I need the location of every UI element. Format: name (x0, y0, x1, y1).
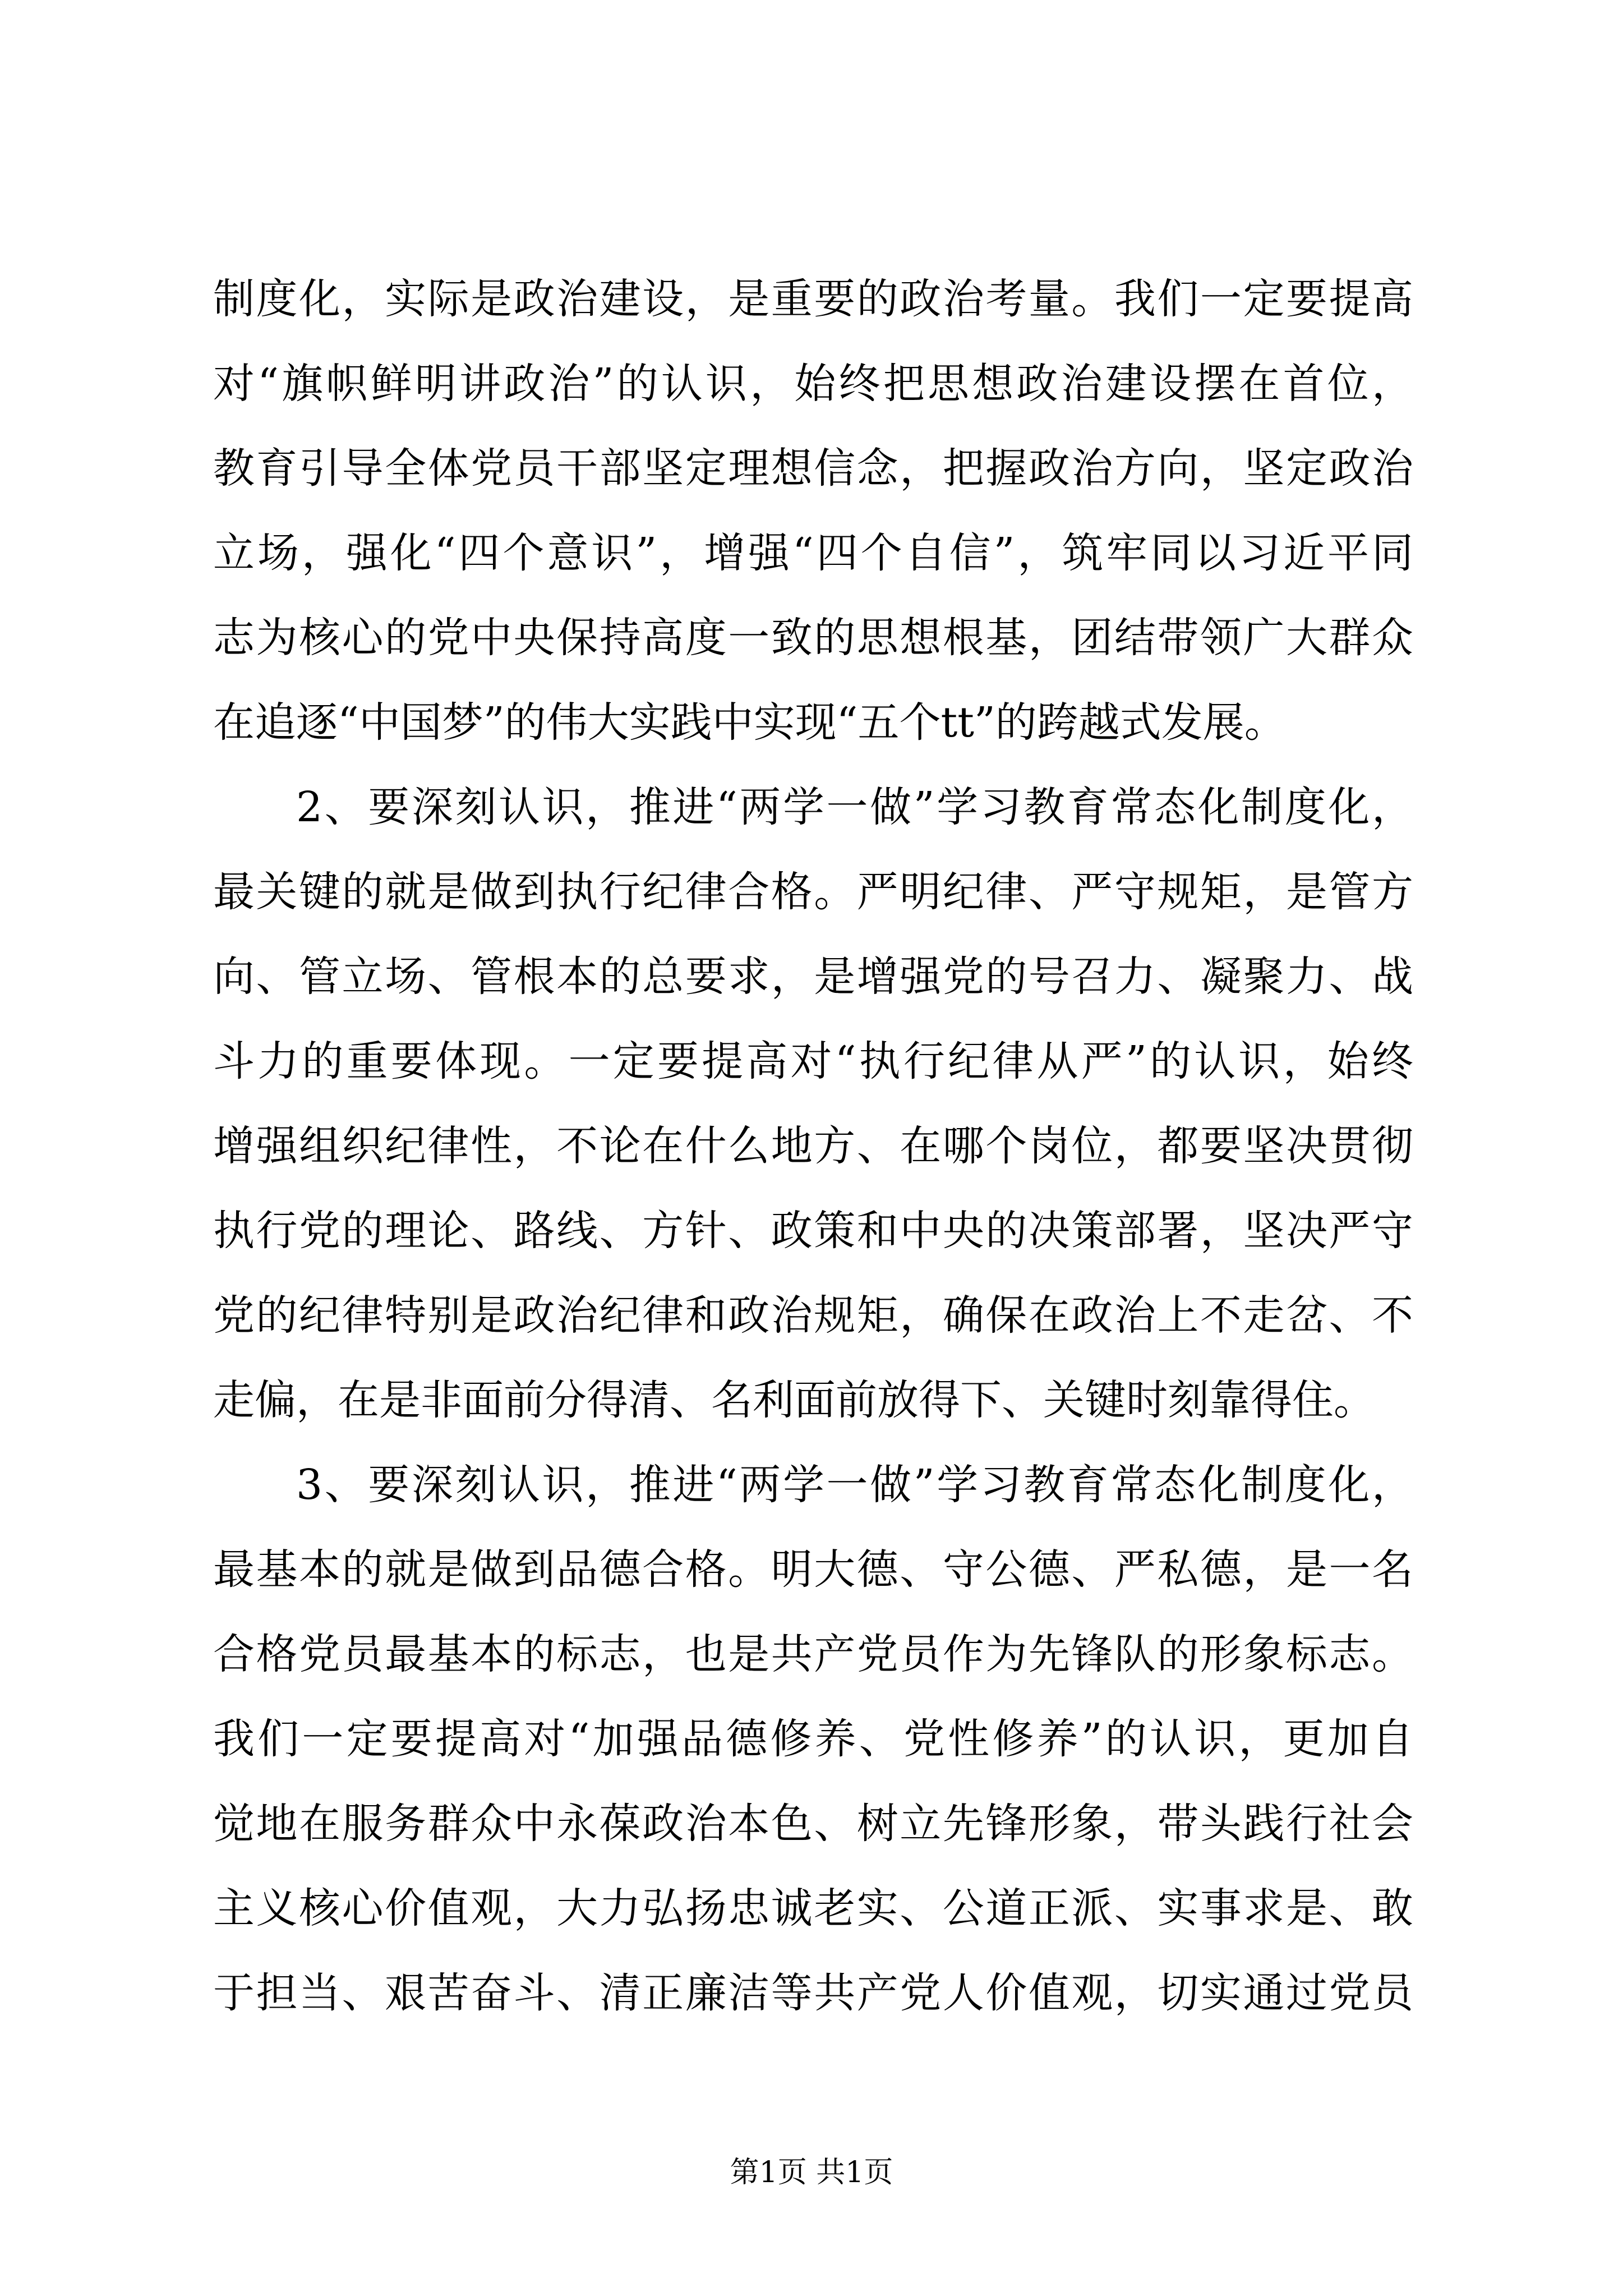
page-footer (0, 2153, 1623, 2192)
paragraph-3-line-5: 觉地在服务群众中永葆政治本色、树立先锋形象，带头践行社会 (213, 1800, 1413, 1848)
paragraph-2-line-6: 执行党的理论、路线、方针、政策和中央的决策部署，坚决严守 (213, 1207, 1413, 1255)
paragraph-2-line-4: 斗力的重要体现。一定要提高对“执行纪律从严”的认识，始终 (213, 1037, 1413, 1085)
paragraph-3-line-6: 主义核心价值观，大力弘扬忠诚老实、公道正派、实事求是、敢 (213, 1884, 1413, 1932)
paragraph-3-line-4: 我们一定要提高对“加强品德修养、党性修养”的认识，更加自 (213, 1715, 1413, 1763)
paragraph-3-line-1: 3、要深刻认识，推进“两学一做”学习教育常态化制度化， (296, 1461, 1413, 1509)
paragraph-1-line-4: 立场，强化“四个意识”，增强“四个自信”，筑牢同以习近平同 (213, 529, 1413, 577)
paragraph-2-line-1: 2、要深刻认识，推进“两学一做”学习教育常态化制度化， (296, 783, 1413, 831)
paragraph-2-line-5: 增强组织纪律性，不论在什么地方、在哪个岗位，都要坚决贯彻 (213, 1122, 1413, 1170)
paragraph-3-line-3: 合格党员最基本的标志，也是共产党员作为先锋队的形象标志。 (213, 1630, 1413, 1678)
paragraph-2-line-3: 向、管立场、管根本的总要求，是增强党的号召力、凝聚力、战 (213, 953, 1413, 1001)
paragraph-3-line-2: 最基本的就是做到品德合格。明大德、守公德、严私德，是一名 (213, 1545, 1413, 1594)
paragraph-1-line-5: 志为核心的党中央保持高度一致的思想根基，团结带领广大群众 (213, 614, 1413, 662)
paragraph-2-line-8: 走偏，在是非面前分得清、名利面前放得下、关键时刻靠得住。 (213, 1376, 1375, 1424)
page-number-label: 第1页 共1页 (730, 2156, 893, 2189)
paragraph-1-line-3: 教育引导全体党员干部坚定理想信念，把握政治方向，坚定政治 (213, 444, 1413, 493)
paragraph-2-line-2: 最关键的就是做到执行纪律合格。严明纪律、严守规矩，是管方 (213, 868, 1413, 916)
paragraph-3-line-7: 于担当、艰苦奋斗、清正廉洁等共产党人价值观，切实通过党员 (213, 1969, 1413, 2017)
paragraph-1-line-2: 对“旗帜鲜明讲政治”的认识，始终把思想政治建设摆在首位， (213, 360, 1413, 408)
paragraph-1-line-1: 制度化，实际是政治建设，是重要的政治考量。我们一定要提高 (213, 275, 1413, 323)
paragraph-1-line-6: 在追逐“中国梦”的伟大实践中实现“五个tt”的跨越式发展。 (213, 698, 1286, 747)
body-text (213, 257, 1413, 2036)
paragraph-2-line-7: 党的纪律特别是政治纪律和政治规矩，确保在政治上不走岔、不 (213, 1291, 1413, 1340)
